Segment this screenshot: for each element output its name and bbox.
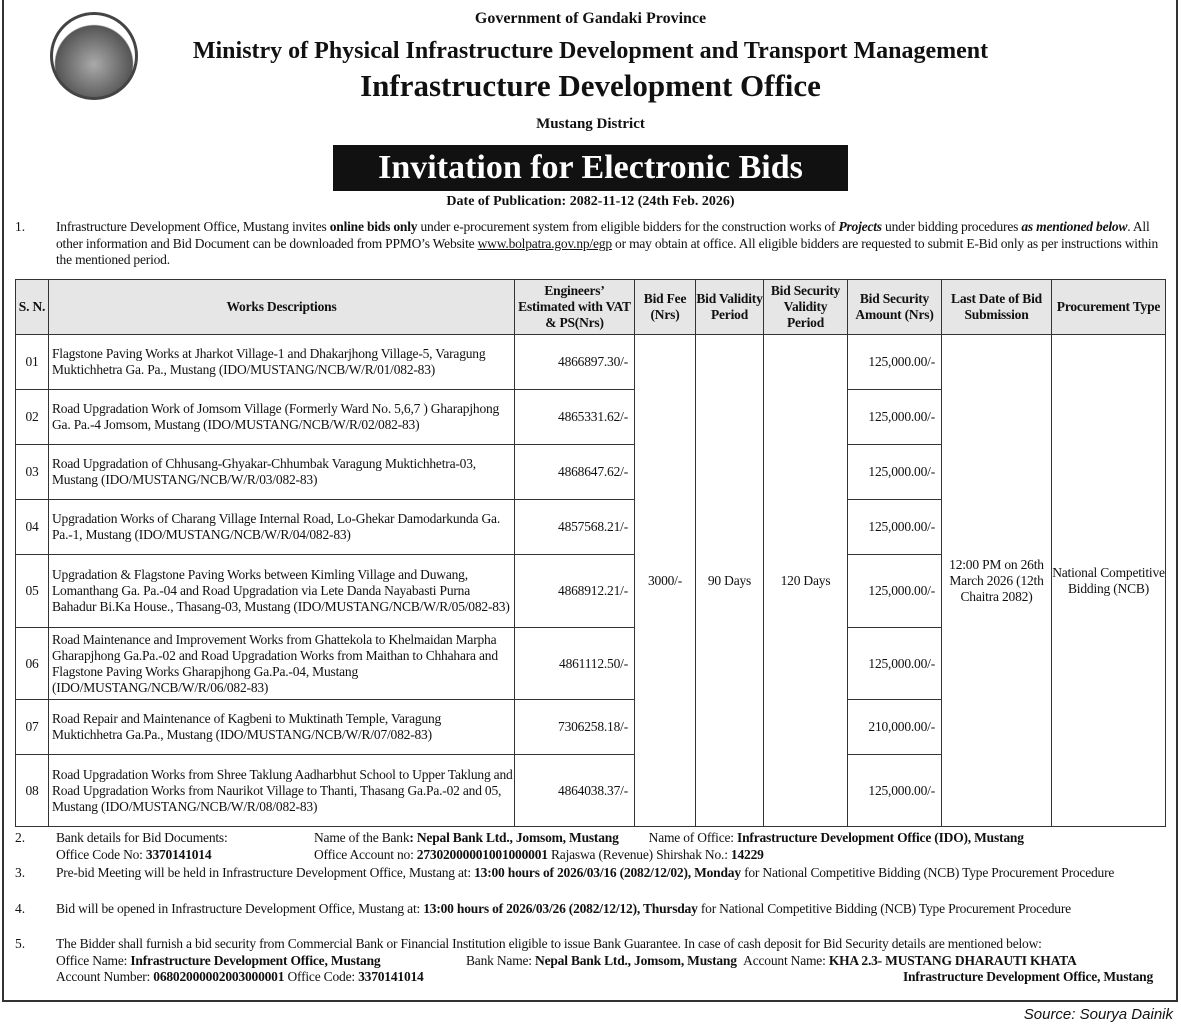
signature-office: Infrastructure Development Office, Mustang bbox=[902, 969, 1153, 984]
column-header: Bid Fee (Nrs) bbox=[635, 280, 696, 335]
note-bid-security: The Bidder shall furnish a bid security from Commercial Bank or Financial Institution eligible to issue Bank Guarantee. In case of cash deposit for Bid Security details are mentioned below: Office Name: Infrastructure Development Office, Mustang Bank Name: Nepal Bank Ltd., Jomsom, Mustang Account Name: KHA 2.3- MUSTANG DHARAUTI KHATA Account Number: 06802000002003000001 Office Code: 3370141014 bbox=[56, 936, 1077, 984]
last-submission-date: 12:00 PM on 26th March 2026 (12th Chaitra 2082) bbox=[942, 335, 1052, 827]
estimated-cost: 4864038.37/- bbox=[515, 755, 635, 827]
column-header: Last Date of Bid Submission bbox=[942, 280, 1052, 335]
work-description: Upgradation Works of Charang Village Internal Road, Lo-Ghekar Damodarkunda Ga. Pa.-1, Mustang (IDO/MUSTANG/NCB/W/R/04/082-83) bbox=[49, 500, 515, 555]
bolpatra-link[interactable]: www.bolpatra.gov.np/egp bbox=[477, 235, 612, 251]
note-bank-details: Bank details for Bid Documents: Name of the Bank: Nepal Bank Ltd., Jomsom, Mustang Name of Office: Infrastructure Development Office (IDO), Mustang Office Code No: 3370141014 Office Account no: 27302000001001000001 Rajaswa (Revenue) Shirshak No.: 14229 bbox=[56, 830, 1024, 862]
work-description: Road Upgradation Works from Shree Taklung Aadharbhut School to Upper Taklung and Road Upgradation Works from Naurikot Village to Thanti, Thasang Ga.Pa.-02 and 05, Mustang (IDO/MUSTANG/NCB/W/R/08/082-83) bbox=[49, 755, 515, 827]
security-amount: 125,000.00/- bbox=[848, 755, 942, 827]
table-row bbox=[16, 335, 1166, 390]
estimated-cost: 4868912.21/- bbox=[515, 555, 635, 628]
column-header: Procurement Type bbox=[1052, 280, 1166, 335]
serial-number: 03 bbox=[16, 445, 49, 500]
work-description: Road Repair and Maintenance of Kagbeni to Muktinath Temple, Varagung Muktichhetra Ga.Pa., Mustang (IDO/MUSTANG/NCB/W/R/07/082-83) bbox=[49, 700, 515, 755]
bids-table bbox=[15, 279, 1166, 827]
intro-paragraph: Infrastructure Development Office, Mustang invites online bids only under e-procurement system from eligible bidders for the construction works of Projects under bidding procedures as mentioned below. All other information and Bid Document can be downloaded from PPMO’s Website www.bolpatra.gov.np/egp or may obtain at office. All eligible bidders are requested to submit E-Bid only as per instructions within the mentioned period. bbox=[56, 219, 1159, 267]
security-amount: 125,000.00/- bbox=[848, 555, 942, 628]
serial-number: 04 bbox=[16, 500, 49, 555]
note-prebid-meeting: Pre-bid Meeting will be held in Infrastructure Development Office, Mustang at: 13:00 hours of 2026/03/16 (2082/12/02), Monday for National Competitive Bidding (NCB) Type Procurement Procedure bbox=[56, 865, 1115, 880]
work-description: Upgradation & Flagstone Paving Works between Kimling Village and Duwang, Lomanthang Ga. Pa.-04 and Road Upgradation via Lete Danda Nayabasti Purna Bahadur Bi.Ka House., Thasang-03, Mustang (IDO/MUSTANG/NCB/W/R/05/082-83) bbox=[49, 555, 515, 628]
serial-number: 01 bbox=[16, 335, 49, 390]
security-amount: 125,000.00/- bbox=[848, 500, 942, 555]
work-description: Road Maintenance and Improvement Works from Ghattekola to Khelmaidan Marpha Gharapjhong Ga.Pa.-02 and Road Upgradation Works from Maithan to Chhahara and Flagstone Paving Works Gharapjhong Ga.Pa.-04, Mustang (IDO/MUSTANG/NCB/W/R/06/082-83) bbox=[49, 628, 515, 700]
source-credit: Source: Sourya Dainik bbox=[1023, 1006, 1173, 1023]
estimated-cost: 7306258.18/- bbox=[515, 700, 635, 755]
column-header: Engineers’ Estimated with VAT & PS(Nrs) bbox=[515, 280, 635, 335]
work-description: Road Upgradation of Chhusang-Ghyakar-Chhumbak Varagung Muktichhetra-03, Mustang (IDO/MUSTANG/NCB/W/R/03/082-83) bbox=[49, 445, 515, 500]
security-amount: 125,000.00/- bbox=[848, 390, 942, 445]
serial-number: 07 bbox=[16, 700, 49, 755]
work-description: Flagstone Paving Works at Jharkot Village-1 and Dhakarjhong Village-5, Varagung Muktichhetra Ga. Pa., Mustang (IDO/MUSTANG/NCB/W/R/01/082-83) bbox=[49, 335, 515, 390]
district-name: Mustang District bbox=[536, 116, 645, 132]
government-name: Government of Gandaki Province bbox=[474, 10, 707, 27]
column-header: Bid Security Validity Period bbox=[764, 280, 848, 335]
note-bid-opening: Bid will be opened in Infrastructure Development Office, Mustang at: 13:00 hours of 2026/03/26 (2082/12/12), Thursday for National Competitive Bidding (NCB) Type Procurement Procedure bbox=[56, 901, 1071, 916]
serial-number: 05 bbox=[16, 555, 49, 628]
estimated-cost: 4868647.62/- bbox=[515, 445, 635, 500]
estimated-cost: 4861112.50/- bbox=[515, 628, 635, 700]
para-number: 1. bbox=[15, 219, 26, 234]
column-header: S. N. bbox=[16, 280, 49, 335]
security-amount: 125,000.00/- bbox=[848, 335, 942, 390]
column-header: Works Descriptions bbox=[49, 280, 515, 335]
procurement-type: National Competitive Bidding (NCB) bbox=[1052, 335, 1166, 827]
work-description: Road Upgradation Work of Jomsom Village (Formerly Ward No. 5,6,7 ) Gharapjhong Ga. Pa.-4 Jomsom, Mustang (IDO/MUSTANG/NCB/W/R/02/082-83) bbox=[49, 390, 515, 445]
bid-fee: 3000/- bbox=[635, 335, 696, 827]
serial-number: 06 bbox=[16, 628, 49, 700]
column-header: Bid Security Amount (Nrs) bbox=[848, 280, 942, 335]
office-name: Infrastructure Development Office bbox=[360, 68, 821, 103]
security-amount: 125,000.00/- bbox=[848, 445, 942, 500]
security-amount: 125,000.00/- bbox=[848, 628, 942, 700]
estimated-cost: 4857568.21/- bbox=[515, 500, 635, 555]
estimated-cost: 4866897.30/- bbox=[515, 335, 635, 390]
security-validity: 120 Days bbox=[764, 335, 848, 827]
column-header: Bid Validity Period bbox=[696, 280, 764, 335]
publication-date: Date of Publication: 2082-11-12 (24th Feb. 2026) bbox=[446, 194, 735, 209]
estimated-cost: 4865331.62/- bbox=[515, 390, 635, 445]
serial-number: 08 bbox=[16, 755, 49, 827]
notice-title: Invitation for Electronic Bids bbox=[333, 145, 848, 191]
security-amount: 210,000.00/- bbox=[848, 700, 942, 755]
ministry-name: Ministry of Physical Infrastructure Development and Transport Management bbox=[192, 38, 989, 64]
bid-validity: 90 Days bbox=[696, 335, 764, 827]
serial-number: 02 bbox=[16, 390, 49, 445]
